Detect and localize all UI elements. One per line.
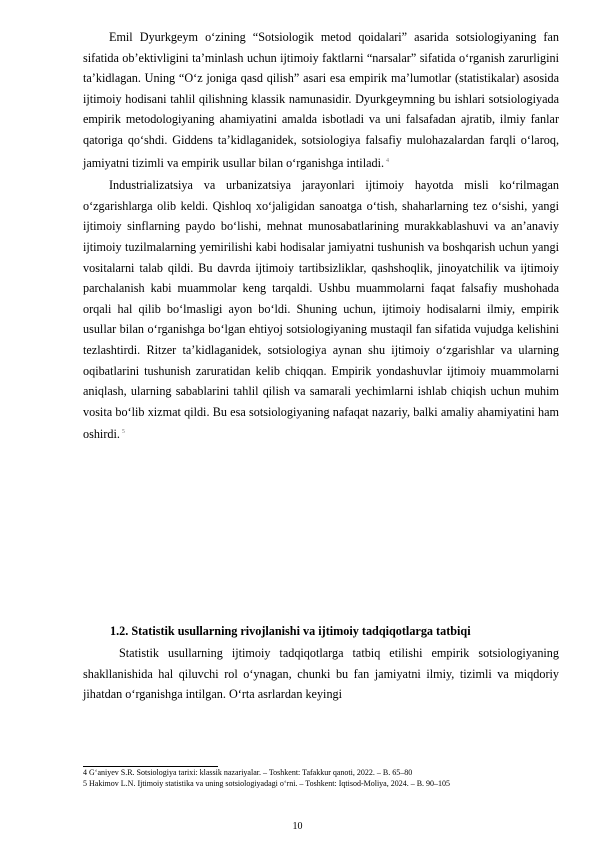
paragraph-1-text: Emil Dyurkgeym o‘zining “Sotsiologik metod qoidalari” asarida sotsiologiyaning fan sifatida ob’ektivligini ta’minlash uchun ijtimoiy faktlarni “narsalar” sifatida o‘rganish zarurligini ta’kidlagan. Uning “O‘z joniga qasd qilish” asari esa empirik ma’lumotlar (statistikalar) asosida ijtimoiy hodisani tahlil qilishning klassik namunasidir. Dyurkgeymning bu ishlari sotsiologiyada empirik metodologiyaning ahamiyatini amalda isbotladi va uni falsafadan ajratib, ilmiy fanlar qatoriga qo‘shdi. Giddens ta’kidlaganidek, sotsiologiya falsafiy mulohazalardan farqli o‘laroq, jamiyatni tizimli va empirik usullar bilan o‘rganishga intiladi.	[83, 30, 559, 170]
body-text	[83, 27, 559, 445]
footnote-4: 4 G‘aniyev S.R. Sotsiologiya tarixi: klassik nazariyalar. – Toshkent: Tafakkur qanoti, 2022. – B. 65–80	[83, 768, 413, 777]
paragraph-1	[83, 27, 559, 173]
footnote-5: 5 Hakimov L.N. Ijtimoiy statistika va uning sotsiologiyadagi o‘rni. – Toshkent: Iqtisod-Moliya, 2024. – B. 90–105	[83, 778, 451, 788]
section-heading: 1.2. Statistik usullarning rivojlanishi va ijtimoiy tadqiqotlarga tatbiqi	[110, 624, 471, 638]
footnote-ref-4[interactable]: 4	[386, 157, 390, 164]
footnotes	[83, 768, 559, 789]
paragraph-2-text: Industrializatsiya va urbanizatsiya jarayonlari ijtimoiy hayotda misli ko‘rilmagan o‘zgarishlarga olib keldi. Qishloq xo‘jaligidan sanoatga o‘tish, shaharlarning tez o‘sishi, yangi ijtimoiy sinflarning paydo bo‘lishi, mehnat munosabatlarining murakkablashuvi va an’anaviy ijtimoiy tuzilmalarning yemirilishi kabi hodisalar jamiyatni tushunish va boshqarish uchun yangi vositalarni talab qildi. Bu davrda ijtimoiy tartibsizliklar, qashshoqlik, jinoyatchilik va ijtimoiy parchalanish kabi muammolar keng tarqaldi. Ushbu muammolarni faqat falsafiy mushohada orqali hal qilib bo‘lmasligi ayon bo‘ldi. Shuning uchun, ijtimoiy hodisalarni ilmiy, empirik usullar bilan o‘rganishga bo‘lgan ehtiyoj sotsiologiyaning mustaqil fan sifatida vujudga kelishini tezlashtirdi. Ritzer ta’kidlaganidek, sotsiologiya aynan shu ijtimoiy o‘zgarishlar va ularning oqibatlarini tushunish zaruratidan kelib chiqqan. Empirik yondashuvlar ijtimoiy muammolarni aniqlash, ularning sabablarini tahlil qilish va samarali yechimlarni ishlab chiqish uchun muhim vosita bo‘lib xizmat qildi. Bu esa sotsiologiyaning nafaqat nazariy, balki amaliy ahamiyatini ham oshirdi.	[83, 178, 559, 442]
paragraph-3: Statistik usullarning ijtimoiy tadqiqotlarga tatbiq etilishi empirik sotsiologiyaning shakllanishida hal qiluvchi rol o‘ynagan, chunki bu fan jamiyatni ilmiy, tizimli va miqdoriy jihatdan o‘rganishga intilgan. O‘rta asrlardan keyingi	[83, 646, 559, 702]
footnote-ref-5[interactable]: 5	[121, 429, 125, 436]
footnote-separator	[83, 766, 218, 767]
page-number: 10	[292, 821, 303, 832]
paragraph-2	[83, 175, 559, 445]
